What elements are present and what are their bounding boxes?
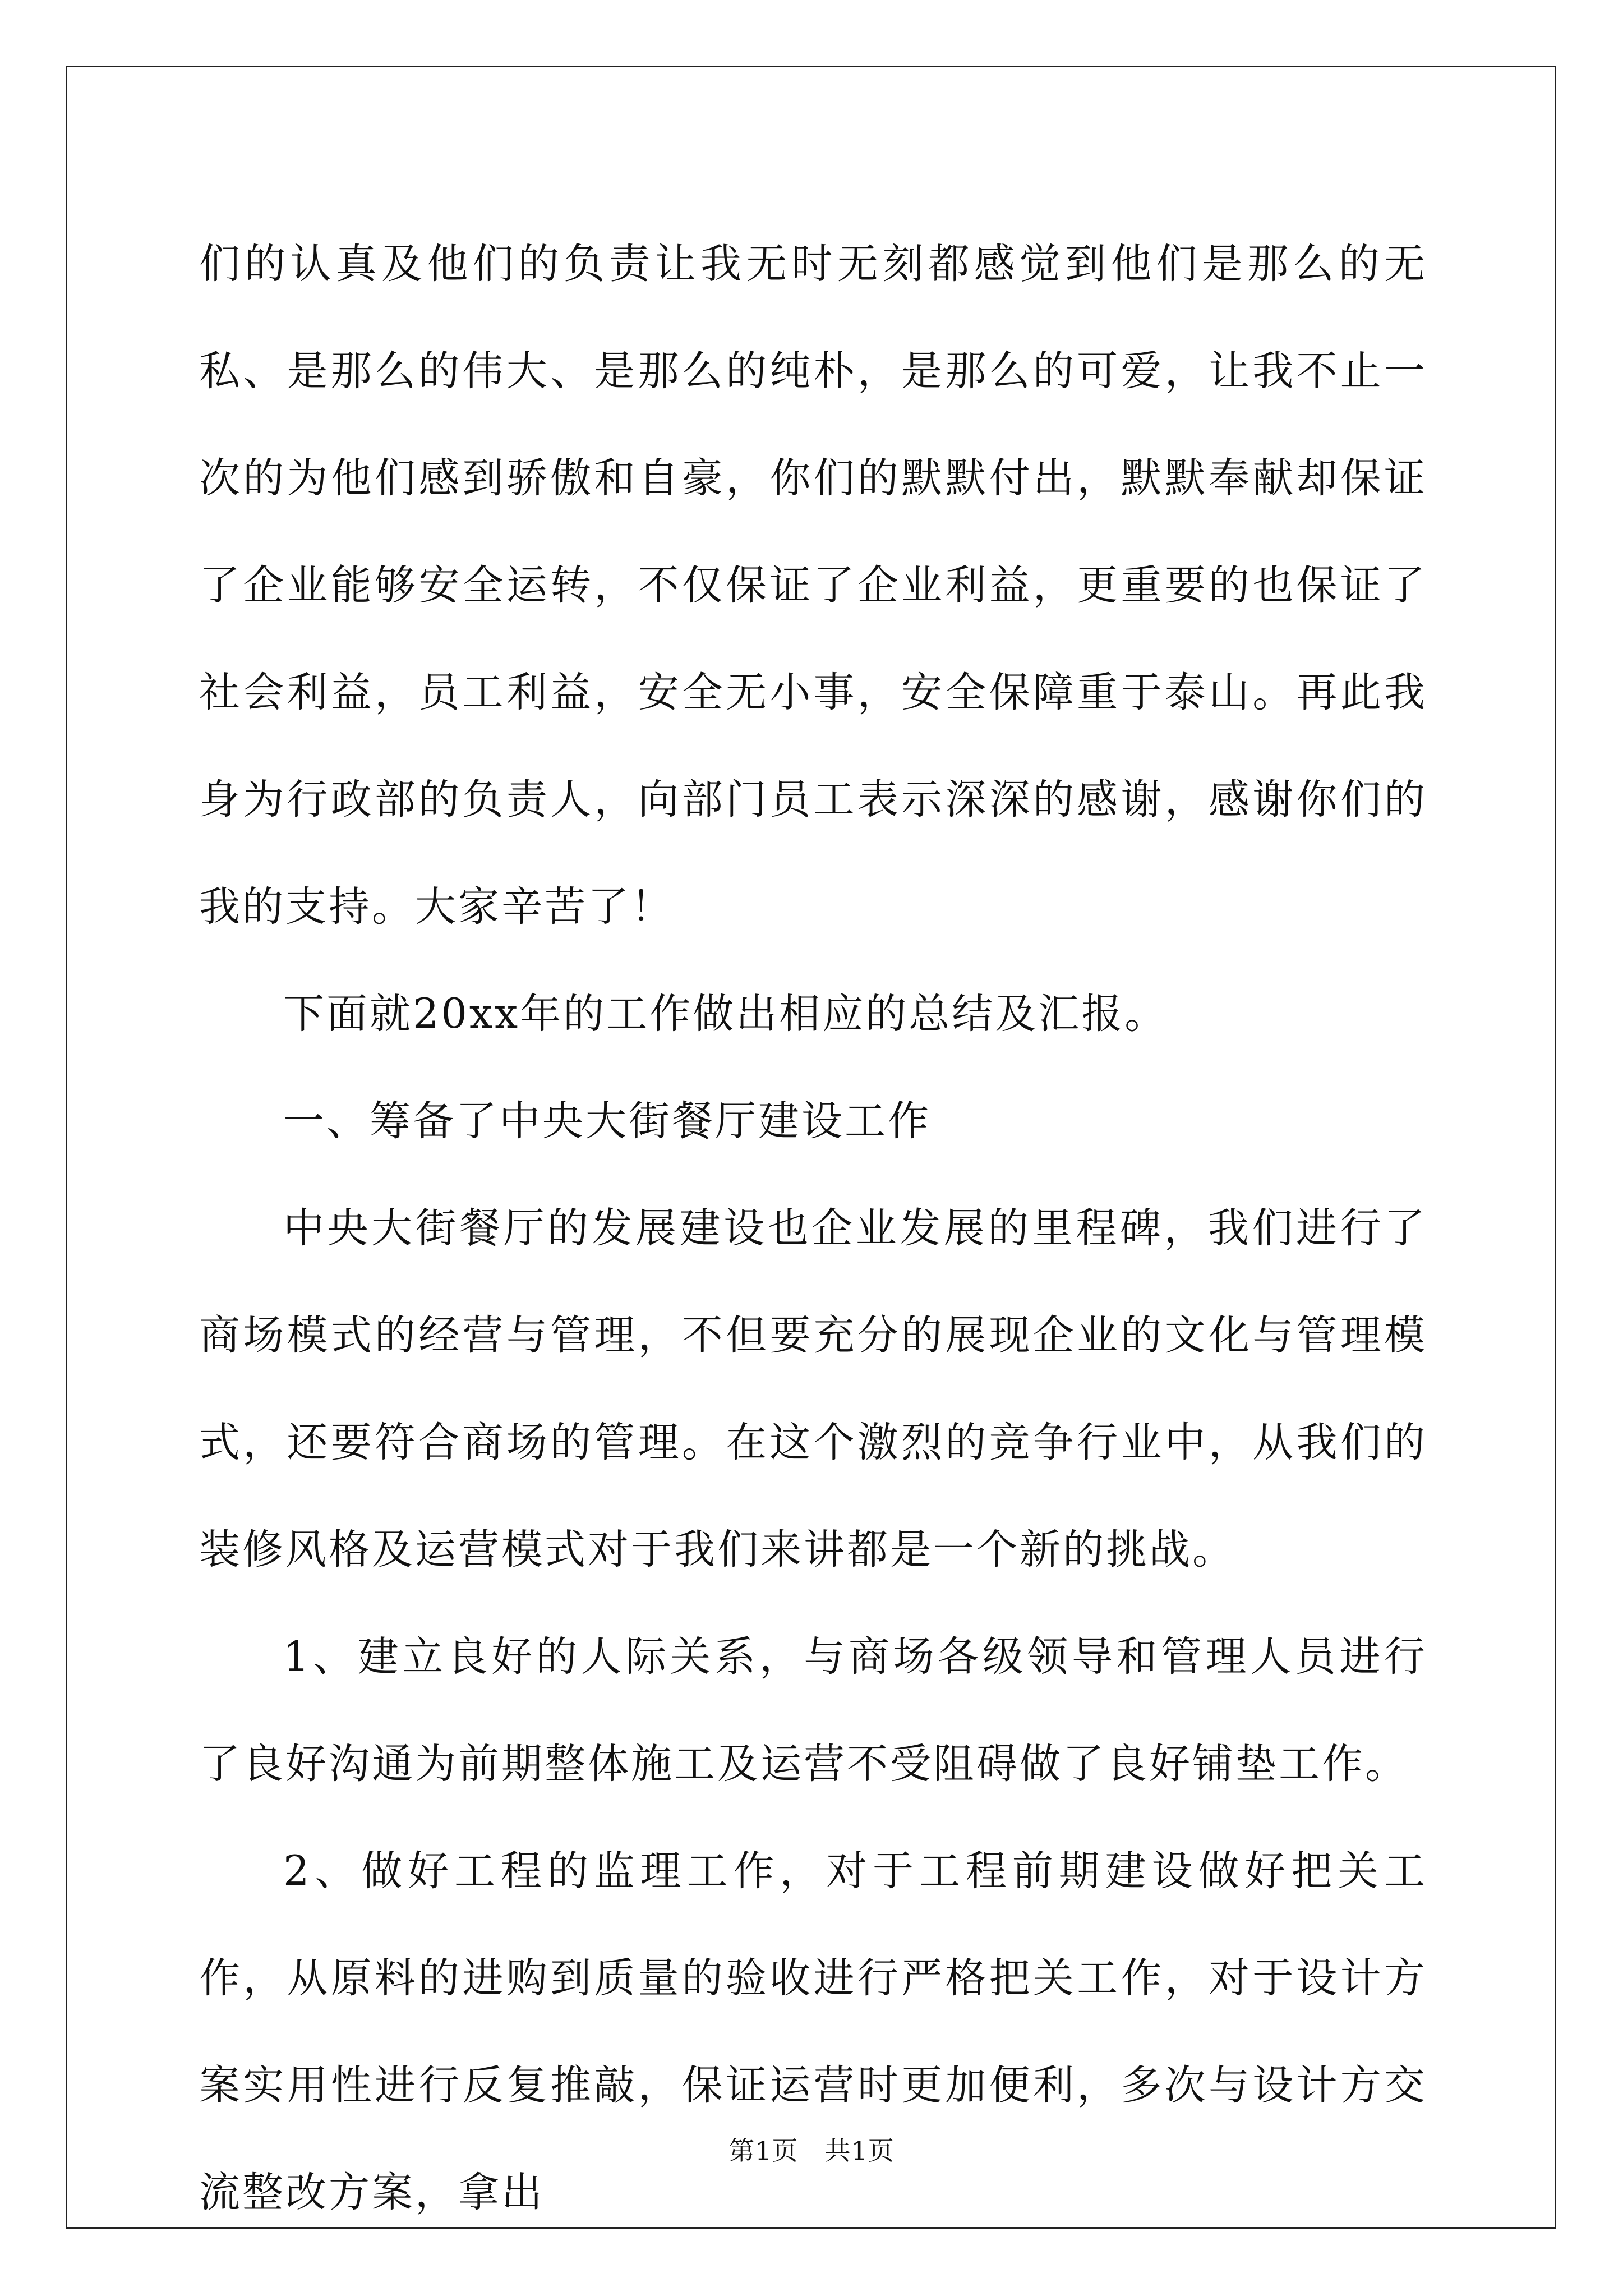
list-item-1: 1、建立良好的人际关系，与商场各级领导和管理人员进行了良好沟通为前期整体施工及运营不受阻碍做了良好铺垫工作。 (199, 1633, 1427, 1788)
document-body (199, 210, 1427, 2246)
page-number-footer: 第1页 共1页 (728, 2136, 895, 2166)
section-heading-1: 一、筹备了中央大街餐厅建设工作 (283, 1097, 931, 1145)
paragraph-continuation: 们的认真及他们的负责让我无时无刻都感觉到他们是那么的无私、是那么的伟大、是那么的纯朴，是那么的可爱，让我不止一次的为他们感到骄傲和自豪，你们的默默付出，默默奉献却保证了企业能够安全运转，不仅保证了企业利益，更重要的也保证了社会利益，员工利益，安全无小事，安全保障重于泰山。再此我身为行政部的负责人，向部门员工表示深深的感谢，感谢你们的我的支持。大家辛苦了！ (199, 240, 1427, 931)
paragraph-intro: 下面就20xx年的工作做出相应的总结及汇报。 (283, 990, 1168, 1038)
paragraph-section-1: 中央大街餐厅的发展建设也企业发展的里程碑，我们进行了商场模式的经营与管理，不但要充分的展现企业的文化与管理模式，还要符合商场的管理。在这个激烈的竞争行业中，从我们的装修风格及运营模式对于我们来讲都是一个新的挑战。 (199, 1204, 1427, 1573)
list-item-2: 2、做好工程的监理工作，对于工程前期建设做好把关工作，从原料的进购到质量的验收进行严格把关工作，对于设计方案实用性进行反复推敲，保证运营时更加便利，多次与设计方交流整改方案，拿出 (199, 1847, 1427, 2216)
